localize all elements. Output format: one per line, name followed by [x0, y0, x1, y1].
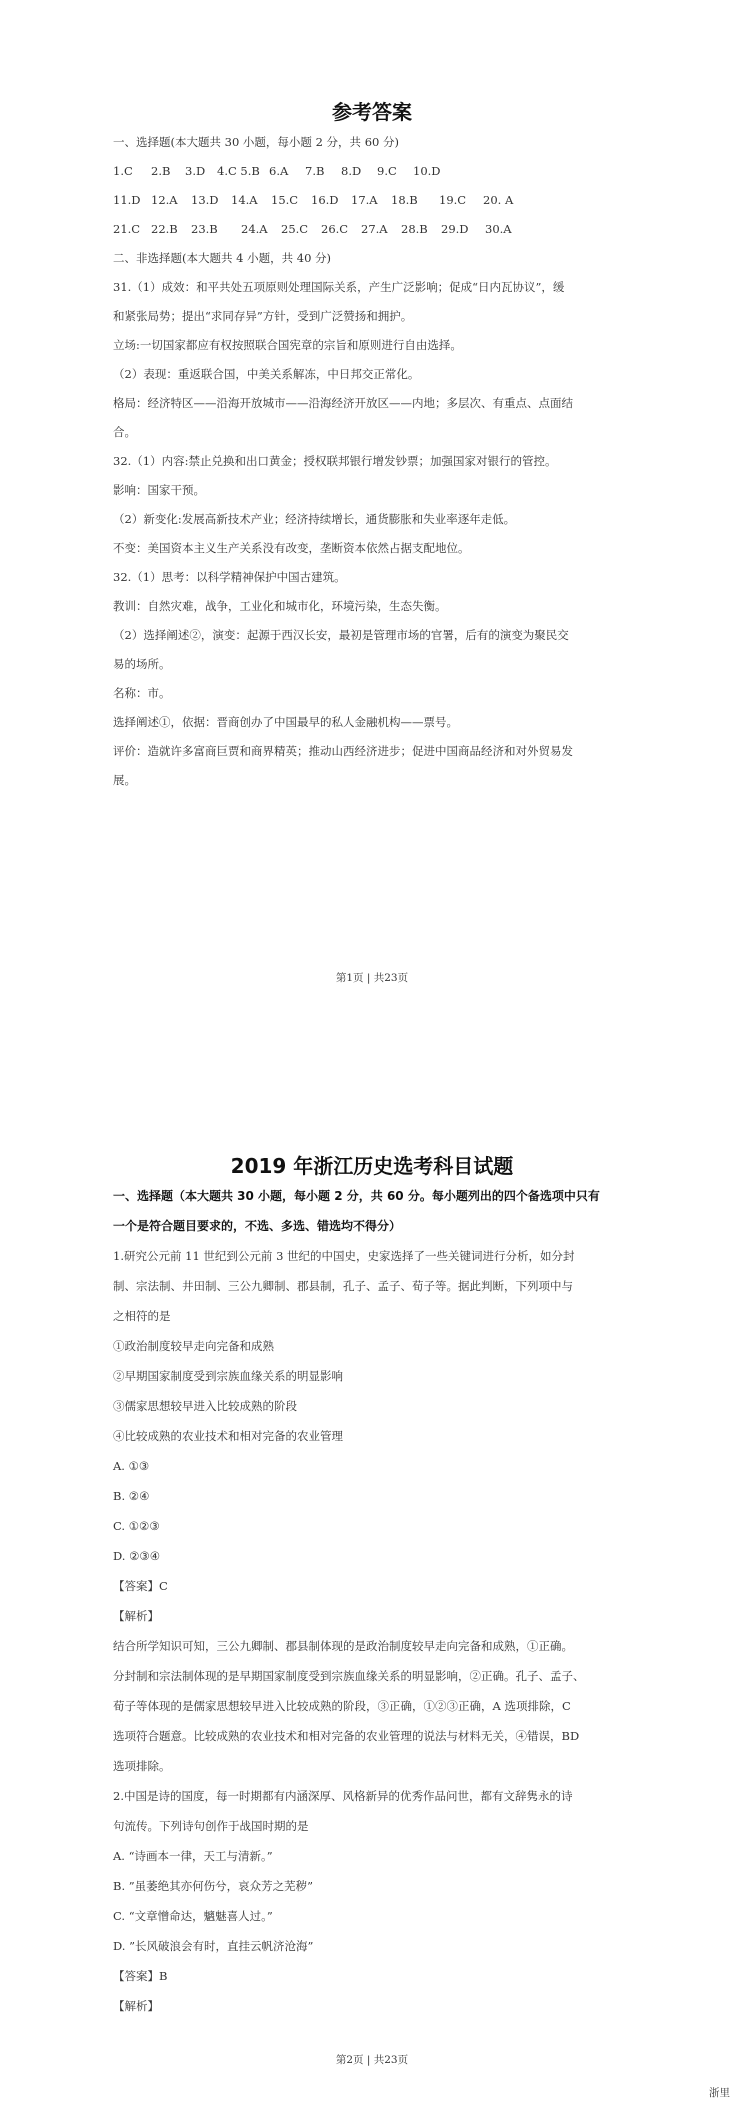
text-line: 31.（1）成效：和平共处五项原则处理国际关系，产生广泛影响；促成“日内瓦协议”，缓 — [113, 280, 565, 294]
page-footer: 第1页 | 共23页 — [335, 972, 409, 984]
answer-label: 【答案】C — [113, 1579, 168, 1593]
option-line: A. ①③ — [113, 1459, 150, 1473]
answer-cell: 2.B — [151, 164, 171, 178]
text-line: ③儒家思想较早进入比较成熟的阶段 — [113, 1399, 297, 1413]
text-line: 之相符的是 — [113, 1309, 171, 1323]
answer-cell: 15.C — [271, 193, 299, 207]
answer-cell: 12.A — [151, 193, 178, 207]
answer-label: 【答案】B — [113, 1969, 168, 1983]
text-line: 句流传。下列诗句创作于战国时期的是 — [113, 1819, 309, 1833]
page-1 — [0, 0, 744, 1050]
answers-row — [113, 219, 525, 239]
text-line: 1.研究公元前 11 世纪到公元前 3 世纪的中国史，史家选择了一些关键词进行分析，如分封 — [113, 1249, 575, 1263]
text-line: 影响：国家干预。 — [113, 483, 205, 497]
answers-row — [113, 161, 453, 181]
section-heading: 一、选择题(本大题共 30 小题，每小题 2 分，共 60 分) — [113, 135, 399, 149]
text-line: 易的场所。 — [113, 657, 171, 671]
page-title: 参考答案 — [332, 100, 412, 124]
section-heading: 一、选择题（本大题共 30 小题，每小题 2 分，共 60 分。每小题列出的四个备选项中只有 — [113, 1189, 600, 1203]
text-line: 名称：市。 — [113, 686, 171, 700]
answer-cell: 18.B — [391, 193, 418, 207]
answer-cell: 21.C — [113, 222, 141, 236]
answer-cell: 16.D — [311, 193, 339, 207]
answer-cell: 1.C — [113, 164, 133, 178]
option-line: D. ②③④ — [113, 1549, 161, 1563]
option-line: B. ”虽萎绝其亦何伤兮，哀众芳之芜秽” — [113, 1879, 314, 1893]
answer-cell: 23.B — [191, 222, 218, 236]
text-line: 和紧张局势；提出“求同存异”方针，受到广泛赞扬和拥护。 — [113, 309, 413, 323]
text-line: 展。 — [113, 773, 136, 787]
corner-watermark-text: 浙里 — [709, 2087, 730, 2099]
text-line: 2.中国是诗的国度，每一时期都有内涵深厚、风格新异的优秀作品问世，都有文辞隽永的诗 — [113, 1789, 573, 1803]
text-line: 32.（1）内容:禁止兑换和出口黄金；授权联邦银行增发钞票；加强国家对银行的管控。 — [113, 454, 557, 468]
text-line: 选择阐述①，依据：晋商创办了中国最早的私人金融机构——票号。 — [113, 715, 458, 729]
analysis-label: 【解析】 — [113, 1609, 159, 1623]
text-line: ②早期国家制度受到宗族血缘关系的明显影响 — [113, 1369, 343, 1383]
answer-cell: 30.A — [485, 222, 512, 236]
page-title: 2019 年浙江历史选考科目试题 — [230, 1154, 514, 1178]
option-line: D. ”长风破浪会有时，直挂云帆济沧海” — [113, 1939, 314, 1953]
answer-cell: 6.A — [269, 164, 289, 178]
answer-cell: 10.D — [413, 164, 441, 178]
text-line: 荀子等体现的是儒家思想较早进入比较成熟的阶段，③正确，①②③正确，A 选项排除，C — [113, 1699, 571, 1713]
analysis-label: 【解析】 — [113, 1999, 159, 2013]
answer-cell: 11.D — [113, 193, 141, 207]
answer-cell: 9.C — [377, 164, 397, 178]
answer-cell: 27.A — [361, 222, 388, 236]
answer-cell: 19.C — [439, 193, 467, 207]
text-line: 制、宗法制、井田制、三公九卿制、郡县制，孔子、孟子、荀子等。据此判断，下列项中与 — [113, 1279, 573, 1293]
answer-cell: 28.B — [401, 222, 428, 236]
answer-cell: 25.C — [281, 222, 309, 236]
text-line: 结合所学知识可知，三公九卿制、郡县制体现的是政治制度较早走向完备和成熟，①正确。 — [113, 1639, 573, 1653]
option-line: A. “诗画本一律，天工与清新。” — [113, 1849, 273, 1863]
text-line: （2）新变化:发展高新技术产业；经济持续增长，通货膨胀和失业率逐年走低。 — [113, 512, 516, 526]
text-line: 评价：造就许多富商巨贾和商界精英；推动山西经济进步；促进中国商品经济和对外贸易发 — [113, 744, 573, 758]
answer-cell: 24.A — [241, 222, 268, 236]
text-line: 教训：自然灾难，战争，工业化和城市化，环境污染，生态失衡。 — [113, 599, 447, 613]
text-line: 选项排除。 — [113, 1759, 171, 1773]
answer-cell: 8.D — [341, 164, 362, 178]
text-line: 分封制和宗法制体现的是早期国家制度受到宗族血缘关系的明显影响，②正确。孔子、孟子、 — [113, 1669, 585, 1683]
page-footer: 第2页 | 共23页 — [335, 2054, 409, 2066]
text-line: （2）选择阐述②，演变：起源于西汉长安，最初是管理市场的官署，后有的演变为聚民交 — [113, 628, 569, 642]
text-line: ④比较成熟的农业技术和相对完备的农业管理 — [113, 1429, 343, 1443]
text-line: （2）表现：重返联合国，中美关系解冻，中日邦交正常化。 — [113, 367, 420, 381]
answer-cell: 29.D — [441, 222, 469, 236]
answer-cell: 14.A — [231, 193, 258, 207]
answer-cell: 20. A — [483, 193, 514, 207]
answer-cell: 13.D — [191, 193, 219, 207]
answer-cell: 7.B — [305, 164, 325, 178]
text-line: 格局：经济特区——沿海开放城市——沿海经济开放区——内地；多层次、有重点、点面结 — [113, 396, 573, 410]
text-line: ①政治制度较早走向完备和成熟 — [113, 1339, 274, 1353]
section-heading: 一个是符合题目要求的，不选、多选、错选均不得分） — [113, 1219, 402, 1233]
answer-cell: 3.D — [185, 164, 206, 178]
section-heading: 二、非选择题(本大题共 4 小题，共 40 分) — [113, 251, 332, 265]
answers-row — [113, 190, 533, 210]
page-2 — [0, 1050, 744, 2104]
option-line: C. “文章憎命达，魑魅喜人过。” — [113, 1909, 273, 1923]
text-line: 选项符合题意。比较成熟的农业技术和相对完备的农业管理的说法与材料无关，④错误，BD — [113, 1729, 580, 1743]
answer-cell: 4.C 5.B — [217, 164, 260, 178]
option-line: B. ②④ — [113, 1489, 150, 1503]
option-line: C. ①②③ — [113, 1519, 160, 1533]
answer-cell: 26.C — [321, 222, 349, 236]
answer-cell: 22.B — [151, 222, 178, 236]
text-line: 不变：美国资本主义生产关系没有改变，垄断资本依然占据支配地位。 — [113, 541, 470, 555]
text-line: 合。 — [113, 425, 136, 439]
text-line: 立场:一切国家都应有权按照联合国宪章的宗旨和原则进行自由选择。 — [113, 338, 462, 352]
answer-cell: 17.A — [351, 193, 378, 207]
text-line: 32.（1）思考：以科学精神保护中国古建筑。 — [113, 570, 346, 584]
